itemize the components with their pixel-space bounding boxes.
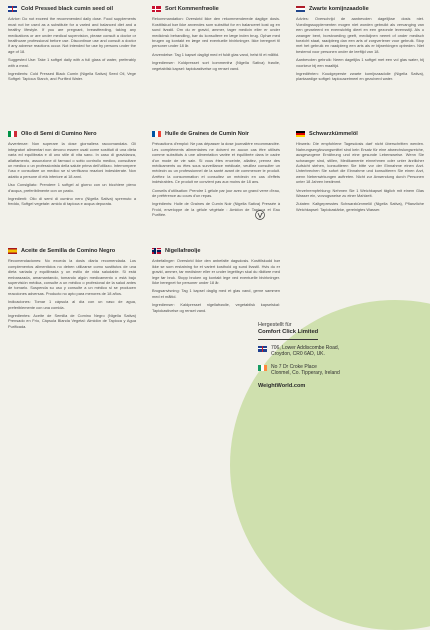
usage-text: Verzehrempfehlung: Nehmen Sie 1 Weichkapsel täglich mit einem Glas Wasser ein, vorzugsweise zu einer Mahlzeit. (296, 187, 424, 198)
advice-text: Anbefalinger: Overskrid ikke den anbefalte dagsdosis. Kosttilskudd bør ikke se som erstatning for et variert kosthold og sund livsstil. Hvis du er gravid, ammer, tar medisiner eller er under legetilsyn skal du rådføre med lege før bruk. Stopp bruken og kontakt lege ved eventuelle bivirkninger. Ikke beregnet for personer under 18 år. (152, 258, 280, 285)
ingredients-text: Ingredienser: Koldpresset sort kommenfrø (Nigella Sativa) frøolie, vegetabilsk kapsel: tapiokastivelse og renset vand. (152, 60, 280, 71)
section-heading (296, 131, 424, 137)
divider (258, 339, 318, 340)
vegan-leaf-icon (255, 210, 265, 220)
advice-text: Précautions d'emploi: Ne pas dépasser la dose journalière recommandée. Les compléments alimentaires ne doivent en aucun cas être utilisés comme substituts à une alimentation variée et équilibrée dans le cadre d'un mode de vie sain. Si vous êtes enceinte, allaitez, prenez des médicaments ou êtes sous surveillance médicale, veuillez consulter un médecin ou un professionnel de la santé avant de commencer le produit. Arrêtez la consommation et consultez un médecin en cas d'effets indésirables. Ce produit ne convient pas aux moins de 18 ans. (152, 141, 280, 185)
ingredients-text: Zutaten: Kaltgepresstes Schwarzkümmelöl (Nigella Sativa), Pflanzliche Weichkapsel: Tapiokastärke, gereinigtes Wasser. (296, 201, 424, 212)
section-title: Olio di Semi di Cumino Nero (21, 131, 97, 137)
section-dutch (296, 6, 424, 85)
ingredients-text: Ingrediënten: Koudgeperste zwarte komijnzaadolie (Nigella Sativa), plantaardige softgel: tapiocazetmeel en gezuiverd water. (296, 70, 424, 82)
norway-flag-icon (152, 248, 161, 254)
uk-flag-icon (8, 6, 17, 12)
ireland-flag-icon (258, 365, 267, 371)
section-french (152, 131, 280, 221)
germany-flag-icon (296, 131, 305, 137)
section-title: Aceite de Semilla de Comino Negro (21, 248, 116, 254)
usage-text: Anvendelse: Tag 1 kapsel dagligt med et fuldt glas vand, helst til et måltid. (152, 51, 280, 57)
manufacturer-info (258, 322, 428, 389)
section-title: Sort Kommenfrøolie (165, 6, 219, 12)
netherlands-flag-icon (296, 6, 305, 12)
section-english (8, 6, 136, 85)
usage-text: Conseils d'utilisation: Prendre 1 gélule par jour avec un grand verre d'eau, de préférence au cours d'un repas. (152, 187, 280, 198)
section-title: Cold Pressed black cumin seed oil (21, 6, 114, 12)
usage-text: Indicaciones: Tomar 1 cápsula al día con un vaso de agua, preferiblemente con una comida. (8, 299, 136, 310)
section-heading (152, 6, 280, 12)
usage-text: Brugsanvisning: Tag 1 kapsel daglig med et glas vand, gerne sammen med et måltid. (152, 288, 280, 299)
advice-text: Advice: Do not exceed the recommended daily dose. Food supplements must not be used as a substitute for a varied and balanced diet and a healthy lifestyle. If you are pregnant, breastfeeding, taking any medications or are under medical supervision, please consult a doctor or healthcare professional before use. Discontinue use and consult a doctor if any adverse reactions occur. Not intended for use by persons under the age of 18. (8, 16, 136, 54)
section-title: Nigellafrøolje (165, 248, 201, 254)
section-title: Zwarte komijnzaadolie (309, 6, 369, 12)
address-line: No 7 Dr Croke Place (271, 363, 317, 370)
advice-text: Advies: Overschrijd de aanbevolen dagelijkse dosis niet. Voedingssupplementen mogen niet worden gebruikt als vervanging van een gevarieerd en evenwichtig dieet en een gezonde levensstijl. Als u zwanger bent, borstvoeding geeft, medicijnen neemt of onder medisch toezicht staat, raadpleeg dan een arts of zorgverlener voor gebruik. Stop met het gebruik en raadpleeg een arts als er bijwerkingen optreden. Niet bestemd voor personen onder de leeftijd van 18. (296, 16, 424, 54)
ingredients-text: Ingredients: Cold Pressed Black Cumin (Nigella Sativa) Seed Oil, Vege Softgel: Tapioca Starch, and Purified Water. (8, 70, 136, 82)
section-danish (152, 6, 280, 74)
advice-text: Avvertenze: Non superare la dose giornaliera raccomandata. Gli integratori alimentari non devono essere usati come sostituti di una dieta varia ed equilibrata e di uno stile di vita sano. In caso di gravidanza, allattamento, assunzione di farmaci o sotto controllo medico, consultare un medico o un professionista della salute prima dell'utilizzo. Interrompere l'uso e consultare un medico se si verificano reazioni indesiderate. Non adatto a persone di età inferiore ai 18 anni. (8, 141, 136, 179)
address-line: Croydon, CR0 6AD, UK. (271, 351, 325, 358)
section-german (296, 131, 424, 215)
address-line: 706, Lower Addiscombe Road, (271, 344, 340, 351)
spain-flag-icon (8, 248, 17, 254)
section-italian (8, 131, 136, 210)
advice-text: Rekommandation: Overskrid ikke den rekommenderede daglige dosis. Kosttilskud bør ikke anvendes som substitut for en balanceret kost og en sund livsstil. Om du er gravid, ammer, tager medicin eller er under medicinsk behandling, bør du konsultere en læge inden brug. Ophør med brugen og kontakt en læge ved eventuelle bivirkninger. Ikke beregnet til personer under 18 år. (152, 16, 280, 49)
usage-text: Suggested Use: Take 1 softgel daily with a full glass of water, preferably with a meal. (8, 57, 136, 68)
company-name: Comfort Click Limited (258, 329, 319, 335)
denmark-flag-icon (152, 6, 161, 12)
usage-text: Uso Consigliato: Prendere 1 softgel al giorno con un bicchiere pieno d'acqua, preferibilmente con un pasto. (8, 182, 136, 193)
section-heading (8, 248, 136, 254)
uk-flag-icon (258, 346, 267, 352)
advice-text: Hinweis: Die empfohlene Tagesdosis darf nicht überschritten werden. Nahrungsergänzungsmittel sind kein Ersatz für eine abwechslungsreiche, ausgewogene Ernährung und eine gesunde Lebensweise. Wenn Sie schwanger sind, stillen, Medikamente einnehmen oder unter ärztlicher Aufsicht stehen, konsultieren Sie bitte vor der Einnahme einen Arzt. Unterbrechen Sie sofort die Einnahme und konsultieren Sie einen Arzt, wenn Nebenwirkungen auftreten. Nicht zur Anwendung durch Personen unter 18 Jahren bestimmt. (296, 141, 424, 185)
address-line: Clonmel, Co. Tipperary, Ireland (271, 370, 340, 377)
address-uk (258, 345, 428, 358)
ingredients-text: Ingredienti: Olio di semi di cumino nero (Nigella Sativa) spremuto a freddo, Softgel vegetale: amido di tapioca e acqua depurata. (8, 195, 136, 207)
website-link[interactable]: WeightWorld.com (258, 382, 306, 389)
section-heading (8, 6, 136, 12)
address-text (271, 345, 339, 358)
address-ireland (258, 364, 428, 377)
italy-flag-icon (8, 131, 17, 137)
section-heading (296, 6, 424, 12)
section-heading (8, 131, 136, 137)
ingredients-text: Ingrédients: Huile de Graines de Cumin Noir (Nigella Sativa) Pressée à Froid, enveloppe de la gélule végétale : Amidon de Tapioca et Eau Purifiée. (152, 201, 280, 218)
ingredients-text: Ingredienser: Kaldpresset nigellafrøolie, vegetabilsk kapselskal: Tapiokastivelse og renset vand. (152, 302, 280, 313)
section-spanish (8, 248, 136, 332)
made-for-label: Hergestellt für (258, 322, 292, 328)
address-text (271, 364, 340, 377)
ingredients-text: Ingredientes: Aceite de Semilla de Comino Negro (Nigella Sativa) Prensado en Frío, Cápsula Blanda Vegetal: Almidón de Tapioca y Agua Purificada. (8, 312, 136, 329)
usage-text: Aanbevolen gebruik: Neem dagelijks 1 softgel met een vol glas water, bij voorkeur bij een maaltijd. (296, 57, 424, 68)
section-title: Schwarzkümmelöl (309, 131, 358, 137)
section-norwegian (152, 248, 280, 316)
advice-text: Recomendaciones: No exceda la dosis diaria recomendada. Los complementos alimenticios no deben utilizarse como sustitutos de una dieta variada y equilibrada y un estilo de vida saludable. Si está embarazada, amamantando, tomando algún medicamento o está bajo supervisión médica, consulte a un médico o profesional de la salud antes de tomarlo. Suspenda su uso y consulte a un médico si se producen reacciones adversas. Producto no apto para menores de 18 años. (8, 258, 136, 296)
france-flag-icon (152, 131, 161, 137)
section-title: Huile de Graines de Cumin Noir (165, 131, 249, 137)
section-heading (152, 248, 280, 254)
section-heading (152, 131, 280, 137)
